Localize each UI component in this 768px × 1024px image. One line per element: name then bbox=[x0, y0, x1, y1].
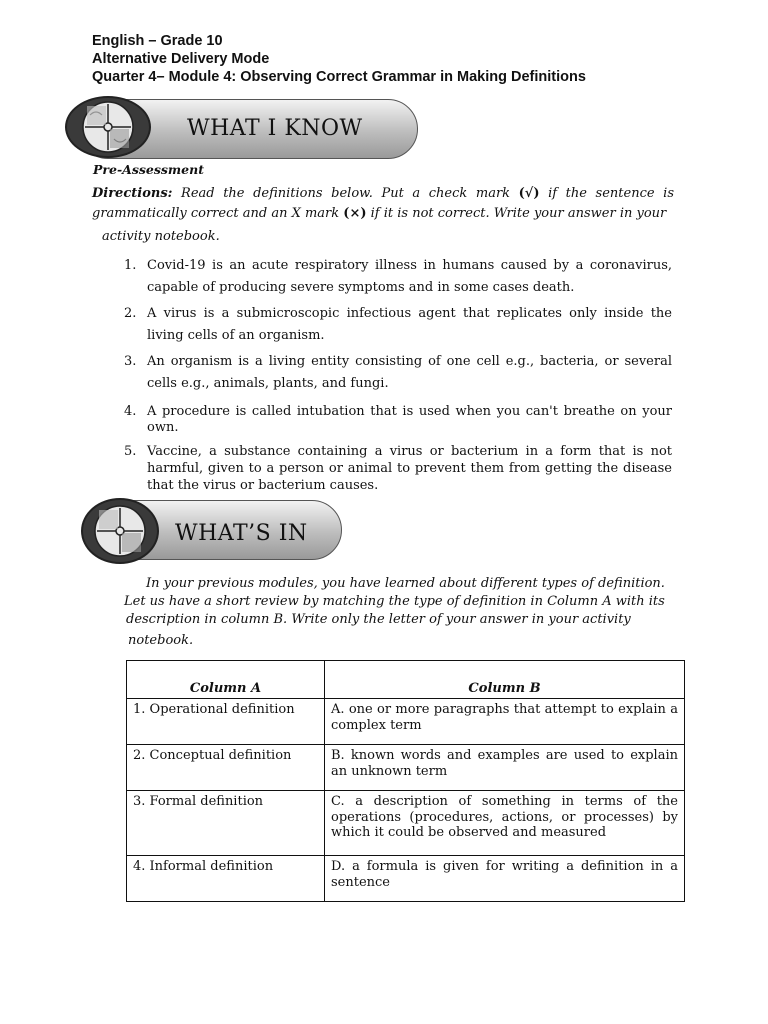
column-b-header: Column B bbox=[325, 661, 685, 699]
puzzle-icon bbox=[81, 498, 159, 564]
column-a-header: Column A bbox=[127, 661, 325, 699]
table-row bbox=[127, 791, 685, 856]
check-mark-symbol: (√) bbox=[518, 186, 540, 201]
table-row bbox=[127, 745, 685, 791]
x-mark-symbol: (×) bbox=[343, 206, 367, 221]
table-cell: D. a formula is given for writing a definition in a sentence bbox=[325, 856, 685, 902]
list-item: 4. A procedure is called intubation that is used when you can't breathe on your own. bbox=[124, 404, 672, 435]
directions-text-1: Read the definitions below. Put a check mark bbox=[172, 186, 519, 201]
directions-label: Directions: bbox=[92, 186, 173, 201]
list-item: 1. Covid-19 is an acute respiratory illness in humans caused by a coronavirus, capable of producing severe symptoms and in some cases death. bbox=[124, 258, 672, 295]
header-mode: Alternative Delivery Mode bbox=[92, 51, 270, 67]
table-cell: B. known words and examples are used to explain an unknown term bbox=[325, 745, 685, 791]
list-item: 5. Vaccine, a substance containing a virus or bacterium in a form that is not harmful, given to a person or animal to prevent them from getting the disease that the virus or bacterium causes. bbox=[124, 444, 672, 493]
pre-assessment-label: Pre-Assessment bbox=[93, 162, 204, 177]
directions-text-3: if it is not correct. Write your answer in your bbox=[366, 206, 667, 221]
directions-text-2: if the sentence is grammatically correct and an X mark bbox=[92, 186, 674, 221]
whats-in-banner bbox=[92, 500, 342, 560]
puzzle-icon bbox=[65, 96, 151, 158]
header-subject: English – Grade 10 bbox=[92, 33, 223, 49]
table-cell: A. one or more paragraphs that attempt to explain a complex term bbox=[325, 699, 685, 745]
review-instructions: In your previous modules, you have learned about different types of definition. Let us have a short review by matching the type of definition in Column A with its description in column B. Write only the letter of your answer in your activity notebook. bbox=[124, 576, 665, 648]
matching-table bbox=[126, 660, 685, 902]
table-cell: 4. Informal definition bbox=[127, 856, 325, 902]
directions-text-4: activity notebook. bbox=[102, 229, 220, 244]
list-item: 2. A virus is a submicroscopic infectious agent that replicates only inside the living cells of an organism. bbox=[124, 306, 672, 343]
header-module-title: Quarter 4– Module 4: Observing Correct Grammar in Making Definitions bbox=[92, 69, 586, 85]
table-row bbox=[127, 699, 685, 745]
directions-paragraph bbox=[92, 184, 674, 250]
list-item: 3. An organism is a living entity consisting of one cell e.g., bacteria, or several cells e.g., animals, plants, and fungi. bbox=[124, 354, 672, 391]
section-title-whats-in: WHAT’S IN bbox=[175, 521, 308, 546]
table-cell: 3. Formal definition bbox=[127, 791, 325, 856]
table-row bbox=[127, 856, 685, 902]
what-i-know-banner bbox=[78, 99, 418, 159]
module-header bbox=[92, 32, 586, 86]
table-cell: 1. Operational definition bbox=[127, 699, 325, 745]
table-header-row bbox=[127, 661, 685, 699]
table-cell: 2. Conceptual definition bbox=[127, 745, 325, 791]
table-cell: C. a description of something in terms of the operations (procedures, actions, or processes) by which it could be observed and measured bbox=[325, 791, 685, 856]
section-title-what-i-know: WHAT I KNOW bbox=[187, 116, 363, 141]
assessment-items-list bbox=[124, 255, 672, 494]
